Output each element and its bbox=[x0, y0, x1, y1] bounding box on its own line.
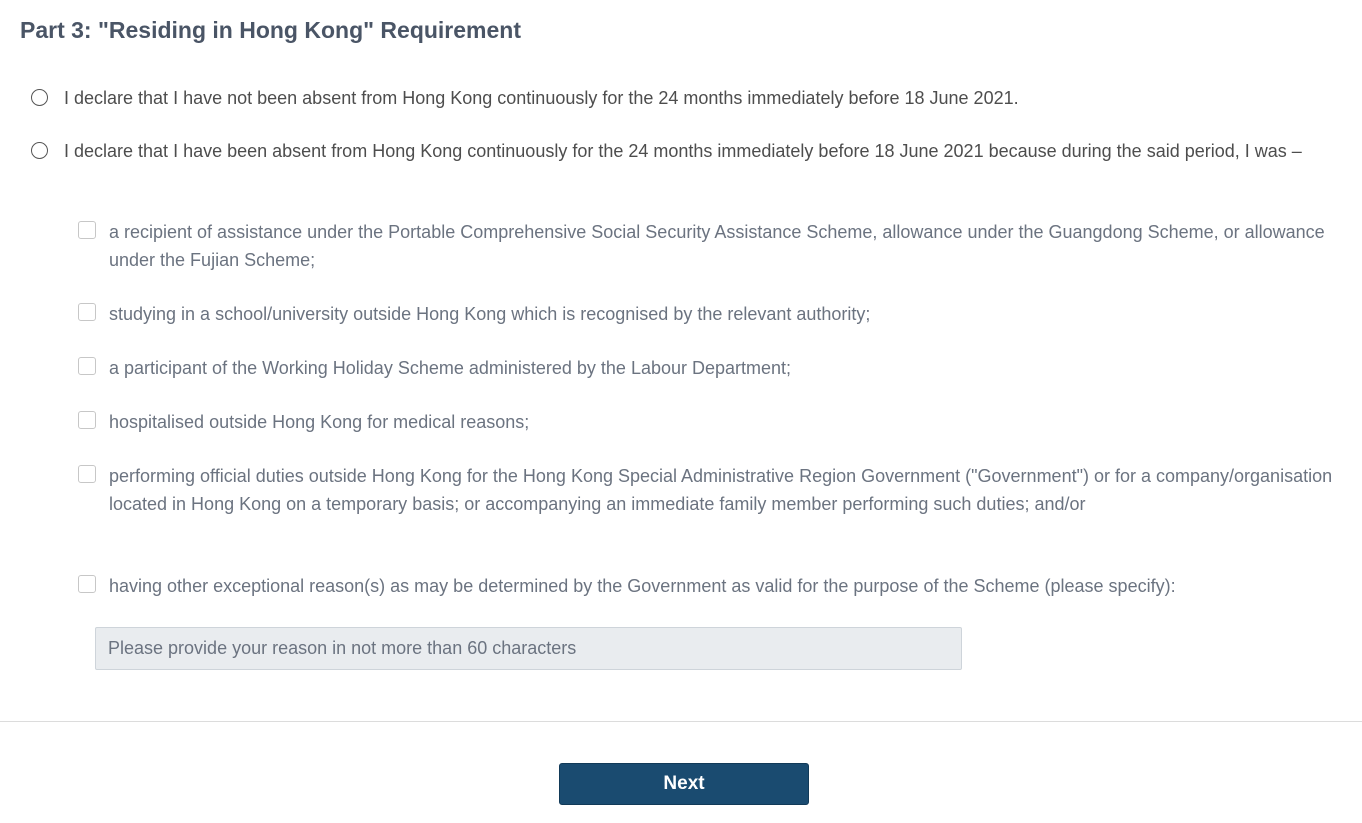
radio-button-absent[interactable] bbox=[31, 142, 48, 159]
reason-cssa-label[interactable]: a recipient of assistance under the Portable Comprehensive Social Security Assistance Scheme, allowance under the Guangdong Scheme, or allowance under the Fujian Scheme; bbox=[109, 222, 1325, 270]
radio-button-not-absent[interactable] bbox=[31, 89, 48, 106]
declaration-absent-label[interactable]: I declare that I have been absent from Hong Kong continuously for the 24 months immediately before 18 June 2021 because during the said period, I was – bbox=[64, 141, 1302, 161]
reason-official-duties-label[interactable]: performing official duties outside Hong Kong for the Hong Kong Special Administrative Region Government ("Government") or for a company/organisation located in Hong Kong on a temporary basis; or accompanying an immediate family member performing such duties; and/or bbox=[109, 466, 1333, 514]
checkbox-working-holiday[interactable] bbox=[78, 357, 96, 375]
reason-option-hospitalised[interactable] bbox=[78, 408, 1337, 436]
section-title: Part 3: "Residing in Hong Kong" Requirement bbox=[20, 17, 522, 43]
checkbox-hospitalised[interactable] bbox=[78, 411, 96, 429]
checkbox-other[interactable] bbox=[78, 575, 96, 593]
reason-option-other[interactable] bbox=[78, 572, 1337, 600]
reason-option-working-holiday[interactable] bbox=[78, 354, 1337, 382]
reason-other-label[interactable]: having other exceptional reason(s) as may be determined by the Government as valid for the purpose of the Scheme (please specify): bbox=[109, 576, 1176, 596]
reason-hospitalised-label[interactable]: hospitalised outside Hong Kong for medical reasons; bbox=[109, 412, 530, 432]
reason-option-cssa[interactable] bbox=[78, 218, 1337, 274]
checkbox-cssa[interactable] bbox=[78, 221, 96, 239]
reason-option-studying[interactable] bbox=[78, 300, 1337, 328]
reason-studying-label[interactable]: studying in a school/university outside Hong Kong which is recognised by the relevant authority; bbox=[109, 304, 871, 324]
checkbox-studying[interactable] bbox=[78, 303, 96, 321]
other-reason-input[interactable] bbox=[95, 627, 962, 670]
reason-working-holiday-label[interactable]: a participant of the Working Holiday Scheme administered by the Labour Department; bbox=[109, 358, 792, 378]
declaration-not-absent-option[interactable] bbox=[31, 84, 1342, 112]
reason-option-official-duties[interactable] bbox=[78, 462, 1337, 518]
declaration-absent-option[interactable] bbox=[31, 137, 1342, 165]
next-button[interactable]: Next bbox=[559, 763, 809, 805]
checkbox-official-duties[interactable] bbox=[78, 465, 96, 483]
declaration-not-absent-label[interactable]: I declare that I have not been absent from Hong Kong continuously for the 24 months immediately before 18 June 2021. bbox=[64, 88, 1019, 108]
section-divider bbox=[0, 721, 1362, 722]
